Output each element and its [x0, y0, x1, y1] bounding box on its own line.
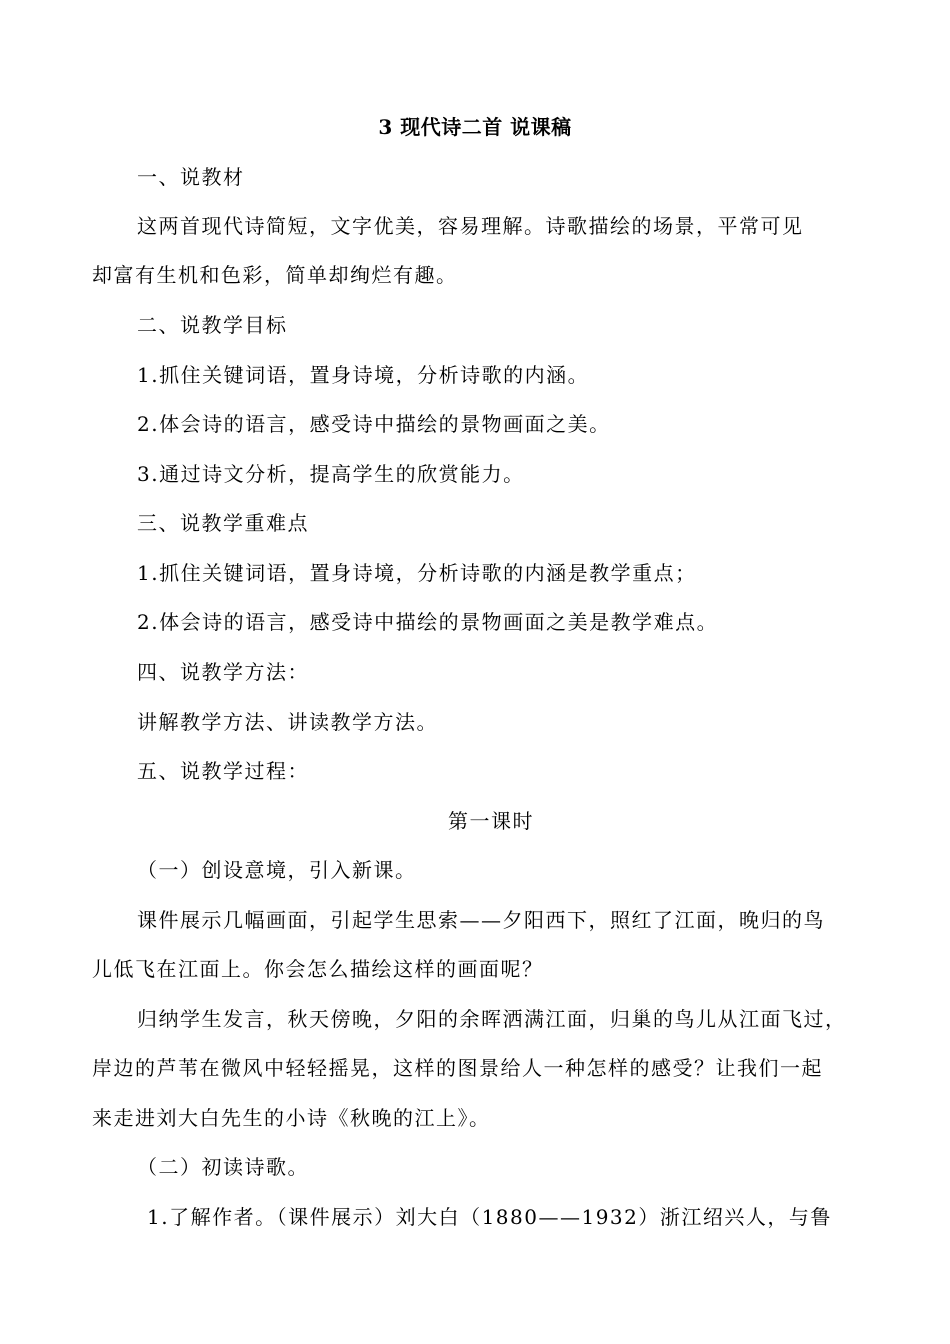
paragraph-line: 儿低飞在江面上。你会怎么描绘这样的画面呢？ [92, 957, 544, 981]
paragraph-line: 岸边的芦苇在微风中轻轻摇晃，这样的图景给人一种怎样的感受？让我们一起 [92, 1056, 823, 1080]
section-heading-methods: 四、说教学方法： [137, 660, 309, 684]
paragraph-line: 讲解教学方法、讲读教学方法。 [137, 710, 438, 734]
section-heading-objectives: 二、说教学目标 [137, 313, 288, 337]
list-item: 3.通过诗文分析，提高学生的欣赏能力。 [137, 462, 525, 486]
subheading-first-lesson: 第一课时 [448, 809, 534, 833]
section-heading-textbook: 一、说教材 [137, 165, 245, 189]
section-heading-process: 五、说教学过程： [137, 759, 309, 783]
step-heading: （二）初读诗歌。 [137, 1155, 309, 1179]
list-item: 2.体会诗的语言，感受诗中描绘的景物画面之美是教学难点。 [137, 610, 719, 634]
section-heading-key-points: 三、说教学重难点 [137, 511, 309, 535]
list-item: 2.体会诗的语言，感受诗中描绘的景物画面之美。 [137, 412, 611, 436]
list-item: 1.抓住关键词语，置身诗境，分析诗歌的内涵。 [137, 363, 590, 387]
paragraph-line: 1.了解作者。（课件展示）刘大白（1880——1932）浙江绍兴人，与鲁 [147, 1205, 832, 1229]
paragraph-line: 却富有生机和色彩，简单却绚烂有趣。 [92, 263, 458, 287]
paragraph-line: 来走进刘大白先生的小诗《秋晚的江上》。 [92, 1106, 491, 1130]
step-heading: （一）创设意境，引入新课。 [137, 858, 417, 882]
document-title: 3 现代诗二首 说课稿 [378, 115, 572, 139]
paragraph-line: 课件展示几幅画面，引起学生思索——夕阳西下，照红了江面，晚归的鸟 [137, 908, 825, 932]
paragraph-line: 归纳学生发言，秋天傍晚，夕阳的余晖洒满江面，归巢的鸟儿从江面飞过， [137, 1007, 847, 1031]
list-item: 1.抓住关键词语，置身诗境，分析诗歌的内涵是教学重点； [137, 561, 697, 585]
paragraph-line: 这两首现代诗简短，文字优美，容易理解。诗歌描绘的场景，平常可见 [137, 214, 804, 238]
